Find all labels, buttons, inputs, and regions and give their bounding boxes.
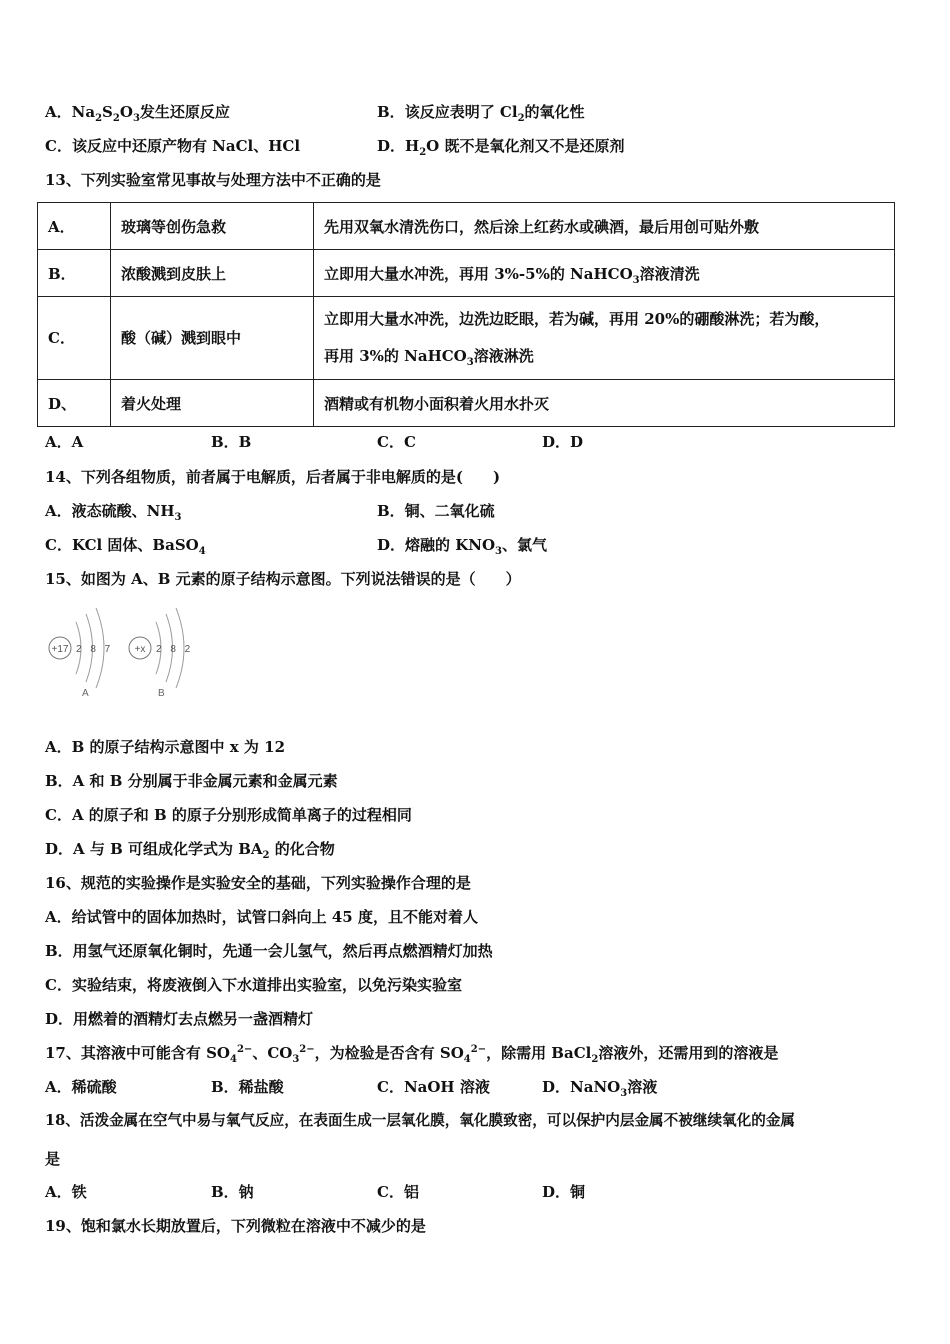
q14-option-d: D．熔融的 $KNO_3$、氯气 <box>377 536 548 557</box>
atom-a-nucleus: +17 <box>51 644 69 655</box>
q17-option-c: C．NaOH 溶液 <box>377 1078 490 1096</box>
q13-option-d: D．D <box>542 433 584 451</box>
q14-option-b: B．铜、二氧化硫 <box>377 502 495 520</box>
q12-option-a: A．$Na_2S_2O_3$发生还原反应 <box>45 103 230 124</box>
row-method: 立即用大量水冲洗，边洗边眨眼，若为碱，再用 20%的硼酸淋洗；若为酸， 再用 3%的 NaHCO$_3$溶液淋洗 <box>314 297 895 380</box>
q18-stem-line2: 是 <box>45 1150 61 1168</box>
q13-option-b: B．B <box>211 433 252 451</box>
table-row <box>38 380 895 427</box>
row-accident: 着火处理 <box>111 380 314 427</box>
table-row <box>38 203 895 250</box>
q15-option-a: A．B 的原子结构示意图中 x 为 12 <box>45 738 286 756</box>
q15-option-d: D．A 与 B 可组成化学式为 $BA_2$ 的化合物 <box>45 840 335 861</box>
q16-option-c: C．实验结束，将废液倒入下水道排出实验室，以免污染实验室 <box>45 976 462 994</box>
atom-a-shells: 2 8 7 <box>76 644 114 655</box>
q14-stem: 14、下列各组物质，前者属于电解质，后者属于非电解质的是( ) <box>45 468 501 486</box>
q18-option-a: A．铁 <box>45 1183 87 1201</box>
atom-b-nucleus: +x <box>134 644 146 655</box>
row-method: 先用双氧水清洗伤口，然后涂上红药水或碘酒，最后用创可贴外敷 <box>314 203 895 250</box>
atom-a-caption: A <box>82 688 89 699</box>
q17-option-a: A．稀硫酸 <box>45 1078 117 1096</box>
q15-option-b: B．A 和 B 分别属于非金属元素和金属元素 <box>45 772 338 790</box>
q12-option-c: C．该反应中还原产物有 NaCl、HCl <box>45 137 301 155</box>
row-accident: 浓酸溅到皮肤上 <box>111 250 314 297</box>
row-accident: 酸（碱）溅到眼中 <box>111 297 314 380</box>
row-accident: 玻璃等创伤急救 <box>111 203 314 250</box>
q16-option-d: D．用燃着的酒精灯去点燃另一盏酒精灯 <box>45 1010 314 1028</box>
atomic-structure-diagram <box>44 604 204 704</box>
q14-option-a: A．液态硫酸、$NH_3$ <box>45 502 182 523</box>
row-label: D、 <box>38 380 111 427</box>
row-method: 立即用大量水冲洗，再用 3%-5%的 NaHCO$_3$溶液清洗 <box>314 250 895 297</box>
q17-option-d: D．NaNO$_3$溶液 <box>542 1078 658 1099</box>
q12-option-d: D．$H_2O$ 既不是氧化剂又不是还原剂 <box>377 137 625 158</box>
q19-stem: 19、饱和氯水长期放置后，下列微粒在溶液中不减少的是 <box>45 1217 426 1235</box>
atom-b-diagram <box>129 608 193 699</box>
table-row <box>38 297 895 380</box>
q18-stem-line1: 18、活泼金属在空气中易与氧气反应，在表面生成一层氧化膜，氧化膜致密，可以保护内层金属不被继续氧化的金属 <box>45 1112 796 1129</box>
q12-option-b: B．该反应表明了 $Cl_2$的氧化性 <box>377 103 585 124</box>
row-label: C． <box>38 297 111 380</box>
q13-stem: 13、下列实验室常见事故与处理方法中不正确的是 <box>45 171 381 189</box>
row-method: 酒精或有机物小面积着火用水扑灭 <box>314 380 895 427</box>
q15-option-c: C．A 的原子和 B 的原子分别形成简单离子的过程相同 <box>45 806 412 824</box>
row-label: A． <box>38 203 111 250</box>
row-label: B． <box>38 250 111 297</box>
q15-stem: 15、如图为 A、B 元素的原子结构示意图。下列说法错误的是（ ） <box>45 570 521 588</box>
q13-table <box>37 202 895 427</box>
q13-option-a: A．A <box>45 433 84 451</box>
q18-option-d: D．铜 <box>542 1183 586 1201</box>
atom-a-diagram <box>49 608 113 699</box>
q18-option-c: C．铝 <box>377 1183 419 1201</box>
q13-option-c: C．C <box>377 433 416 451</box>
q16-stem: 16、规范的实验操作是实验安全的基础，下列实验操作合理的是 <box>45 874 471 892</box>
q16-option-a: A．给试管中的固体加热时，试管口斜向上 45 度，且不能对着人 <box>45 908 478 926</box>
q17-option-b: B．稀盐酸 <box>211 1078 284 1096</box>
table-row <box>38 250 895 297</box>
atom-b-shells: 2 8 2 <box>156 644 194 655</box>
q14-option-c: C．KCl 固体、BaSO$_4$ <box>45 536 206 557</box>
atom-b-caption: B <box>158 688 165 699</box>
q16-option-b: B．用氢气还原氧化铜时，先通一会儿氢气，然后再点燃酒精灯加热 <box>45 942 493 960</box>
q18-option-b: B．钠 <box>211 1183 254 1201</box>
q17-stem: 17、其溶液中可能含有 $SO_4^{2-}$、$CO_3^{2-}$，为检验是否含有 $SO_4^{2-}$，除需用 BaCl$_2$溶液外，还需用到的溶液是 <box>45 1044 779 1065</box>
